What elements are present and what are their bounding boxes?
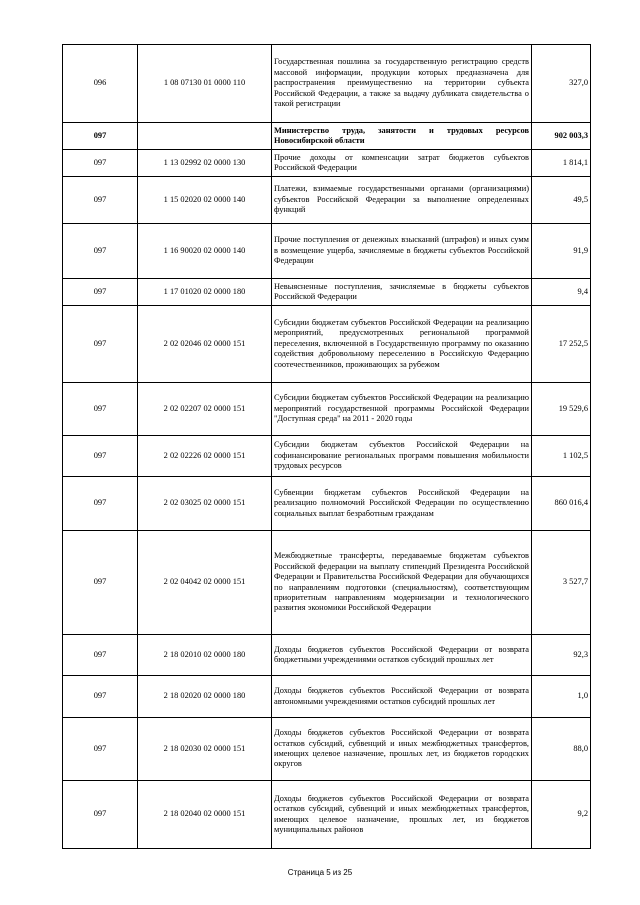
amount-cell: 19 529,6 bbox=[532, 383, 591, 436]
revenue-table-body bbox=[63, 45, 591, 849]
ministry-name-cell: Министерство труда, занятости и трудовых ресурсов Новосибирской области bbox=[272, 123, 532, 150]
revenue-name-cell: Субвенции бюджетам субъектов Российской Федерации на реализацию полномочий Российской Федерации по осуществлению социальных выплат безработным гражданам bbox=[272, 477, 532, 531]
amount-cell: 1 102,5 bbox=[532, 436, 591, 477]
budget-code-cell: 2 02 04042 02 0000 151 bbox=[138, 531, 272, 635]
admin-code-cell: 097 bbox=[63, 676, 138, 718]
table-row bbox=[63, 279, 591, 306]
amount-cell: 88,0 bbox=[532, 718, 591, 781]
revenue-name-cell: Прочие поступления от денежных взысканий (штрафов) и иных сумм в возмещение ущерба, зачисляемые в бюджеты субъектов Российской Федерации bbox=[272, 224, 532, 279]
table-row bbox=[63, 718, 591, 781]
table-row bbox=[63, 531, 591, 635]
amount-cell: 49,5 bbox=[532, 177, 591, 224]
budget-code-cell bbox=[138, 123, 272, 150]
revenue-name-cell: Доходы бюджетов субъектов Российской Федерации от возврата автономными учреждениями остатков субсидий прошлых лет bbox=[272, 676, 532, 718]
admin-code-cell: 097 bbox=[63, 531, 138, 635]
amount-cell: 327,0 bbox=[532, 45, 591, 123]
admin-code-cell: 097 bbox=[63, 436, 138, 477]
amount-cell: 1,0 bbox=[532, 676, 591, 718]
revenue-name-cell: Доходы бюджетов субъектов Российской Федерации от возврата бюджетными учреждениями остатков субсидий прошлых лет bbox=[272, 635, 532, 676]
revenue-name-cell: Прочие доходы от компенсации затрат бюджетов субъектов Российской Федерации bbox=[272, 150, 532, 177]
table-row bbox=[63, 676, 591, 718]
admin-code-cell: 097 bbox=[63, 123, 138, 150]
page-number-footer: Страница 5 из 25 bbox=[287, 868, 353, 877]
revenue-name-cell: Доходы бюджетов субъектов Российской Федерации от возврата остатков субсидий, субвенций и иных межбюджетных трансфертов, имеющих целевое назначение, прошлых лет, из бюджетов муниципальных районов bbox=[272, 781, 532, 849]
budget-code-cell: 2 02 02046 02 0000 151 bbox=[138, 306, 272, 383]
admin-code-cell: 096 bbox=[63, 45, 138, 123]
table-row bbox=[63, 177, 591, 224]
admin-code-cell: 097 bbox=[63, 718, 138, 781]
amount-cell: 1 814,1 bbox=[532, 150, 591, 177]
table-row bbox=[63, 635, 591, 676]
revenue-table bbox=[62, 44, 591, 849]
amount-cell: 3 527,7 bbox=[532, 531, 591, 635]
admin-code-cell: 097 bbox=[63, 383, 138, 436]
admin-code-cell: 097 bbox=[63, 279, 138, 306]
budget-code-cell: 1 16 90020 02 0000 140 bbox=[138, 224, 272, 279]
budget-code-cell: 1 08 07130 01 0000 110 bbox=[138, 45, 272, 123]
budget-code-cell: 2 18 02010 02 0000 180 bbox=[138, 635, 272, 676]
budget-code-cell: 2 02 03025 02 0000 151 bbox=[138, 477, 272, 531]
admin-code-cell: 097 bbox=[63, 635, 138, 676]
amount-cell: 860 016,4 bbox=[532, 477, 591, 531]
table-row bbox=[63, 477, 591, 531]
table-row bbox=[63, 383, 591, 436]
table-row bbox=[63, 306, 591, 383]
revenue-name-cell: Платежи, взимаемые государственными органами (организациями) субъектов Российской Федерации за выполнение определенных функций bbox=[272, 177, 532, 224]
revenue-name-cell: Субсидии бюджетам субъектов Российской Федерации на реализацию мероприятий, предусмотренных региональной программой переселения, включенной в Государственную программу по оказанию содействия добровольному переселению в Российскую Федерацию соотечественников, проживающих за рубежом bbox=[272, 306, 532, 383]
amount-cell: 9,2 bbox=[532, 781, 591, 849]
admin-code-cell: 097 bbox=[63, 781, 138, 849]
table-row bbox=[63, 224, 591, 279]
budget-code-cell: 2 02 02207 02 0000 151 bbox=[138, 383, 272, 436]
table-row bbox=[63, 150, 591, 177]
amount-cell: 9,4 bbox=[532, 279, 591, 306]
budget-code-cell: 2 18 02040 02 0000 151 bbox=[138, 781, 272, 849]
budget-code-cell: 2 18 02020 02 0000 180 bbox=[138, 676, 272, 718]
budget-code-cell: 1 13 02992 02 0000 130 bbox=[138, 150, 272, 177]
admin-code-cell: 097 bbox=[63, 177, 138, 224]
amount-cell: 91,9 bbox=[532, 224, 591, 279]
revenue-name-cell: Доходы бюджетов субъектов Российской Федерации от возврата остатков субсидий, субвенций и иных межбюджетных трансфертов, имеющих целевое назначение, прошлых лет, из бюджетов городских округов bbox=[272, 718, 532, 781]
revenue-name-cell: Межбюджетные трансферты, передаваемые бюджетам субъектов Российской федерации на выплату стипендий Президента Российской Федерации и Правительства Российской Федерации для обучающихся по направлениям подготовки (специальностям), соответствующим приоритетным направлениям модернизации и технологического развития экономики Российской Федерации bbox=[272, 531, 532, 635]
admin-code-cell: 097 bbox=[63, 150, 138, 177]
table-row bbox=[63, 45, 591, 123]
budget-code-cell: 2 18 02030 02 0000 151 bbox=[138, 718, 272, 781]
admin-code-cell: 097 bbox=[63, 477, 138, 531]
amount-cell: 92,3 bbox=[532, 635, 591, 676]
ministry-total-cell: 902 003,3 bbox=[532, 123, 591, 150]
table-row-section-header bbox=[63, 123, 591, 150]
admin-code-cell: 097 bbox=[63, 306, 138, 383]
table-row bbox=[63, 781, 591, 849]
budget-code-cell: 1 15 02020 02 0000 140 bbox=[138, 177, 272, 224]
admin-code-cell: 097 bbox=[63, 224, 138, 279]
revenue-name-cell: Субсидии бюджетам субъектов Российской Федерации на софинансирование региональных программ повышения мобильности трудовых ресурсов bbox=[272, 436, 532, 477]
budget-code-cell: 2 02 02226 02 0000 151 bbox=[138, 436, 272, 477]
budget-code-cell: 1 17 01020 02 0000 180 bbox=[138, 279, 272, 306]
revenue-name-cell: Невыясненные поступления, зачисляемые в бюджеты субъектов Российской Федерации bbox=[272, 279, 532, 306]
revenue-name-cell: Государственная пошлина за государственную регистрацию средств массовой информации, продукции которых предназначена для распространения преимущественно на территории субъекта Российской Федерации, а также за выдачу дубликата свидетельства о такой регистрации bbox=[272, 45, 532, 123]
table-row bbox=[63, 436, 591, 477]
revenue-name-cell: Субсидии бюджетам субъектов Российской Федерации на реализацию мероприятий государственной программы Российской Федерации "Доступная среда" на 2011 - 2020 годы bbox=[272, 383, 532, 436]
amount-cell: 17 252,5 bbox=[532, 306, 591, 383]
